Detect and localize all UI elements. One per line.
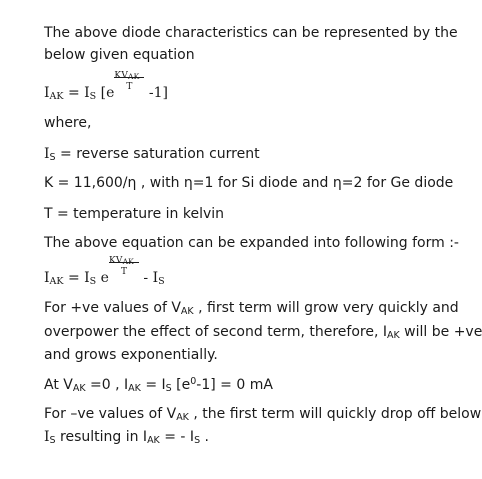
eq2-lhs-sub: AK xyxy=(49,276,64,287)
neg-f: . xyxy=(200,429,209,445)
positive-line-3: and grows exponentially. xyxy=(44,347,218,363)
eq2-exp-denominator: T xyxy=(120,267,127,277)
eq2-exp-num: KV xyxy=(108,256,123,266)
def-is-text: = reverse saturation current xyxy=(55,146,260,162)
eq2-minus-sub: S xyxy=(158,276,165,287)
neg-c-sub: S xyxy=(49,435,56,446)
eq2-exp-num-sub: AK xyxy=(122,257,134,266)
zero-c: = I xyxy=(140,377,166,393)
def-is-sym: I xyxy=(44,146,50,162)
zero-a-sub: AK xyxy=(72,383,86,394)
def-t: T = temperature in kelvin xyxy=(44,206,225,222)
intro-line-2: below given equation xyxy=(44,47,195,63)
eq2-exponent-fraction xyxy=(108,256,139,282)
eq1-exp-denominator: T xyxy=(126,82,133,92)
eq2-eq: = I xyxy=(63,270,90,286)
eq2-minus: - I xyxy=(138,270,159,286)
zero-c-sub: S xyxy=(165,383,172,394)
neg-a: For –ve values of V xyxy=(44,406,177,422)
pos-b: , first term will grow very quickly and xyxy=(193,300,459,316)
zero-e: -1] = 0 mA xyxy=(196,377,273,393)
def-is xyxy=(44,145,260,163)
eq1-exponent-fraction xyxy=(114,71,144,97)
neg-e: = - I xyxy=(159,429,195,445)
eq1-open: [e xyxy=(96,85,115,101)
eq1-eq: = I xyxy=(63,85,90,101)
eq1-exp-num-sub: AK xyxy=(128,72,140,81)
neg-b: , the first term will quickly drop off below xyxy=(188,406,482,422)
zero-condition xyxy=(44,376,273,394)
pos-c-sub: AK xyxy=(386,330,400,341)
eq1-exp-num: KV xyxy=(114,71,129,81)
zero-d: [e xyxy=(171,377,191,393)
neg-e-sub: S xyxy=(194,435,201,446)
expand-text: The above equation can be expanded into following form :- xyxy=(44,235,459,251)
eq1-is-sub: S xyxy=(89,91,97,102)
eq1-close: -1] xyxy=(144,85,168,101)
zero-d-sup: 0 xyxy=(190,376,197,387)
where-label: where, xyxy=(44,115,92,131)
pos-a: For +ve values of V xyxy=(44,300,181,316)
eq2-is-sub: S xyxy=(89,276,97,287)
neg-d: resulting in I xyxy=(55,429,148,445)
pos-d: will be +ve xyxy=(399,324,482,340)
neg-c: I xyxy=(44,429,50,445)
def-k: K = 11,600/η , with η=1 for Si diode and η=2 for Ge diode xyxy=(44,175,454,191)
negative-line-2 xyxy=(44,428,209,446)
eq2-lhs: I xyxy=(44,270,50,286)
negative-line-1 xyxy=(44,405,481,423)
pos-c: overpower the effect of second term, therefore, I xyxy=(44,324,387,340)
eq1-lhs: I xyxy=(44,85,50,101)
zero-a: At V xyxy=(44,377,73,393)
pos-a-sub: AK xyxy=(180,306,194,317)
def-is-sub: S xyxy=(49,152,56,163)
zero-b: =0 , I xyxy=(85,377,129,393)
neg-a-sub: AK xyxy=(176,412,189,423)
eq1-lhs-sub: AK xyxy=(49,91,64,102)
diode-equation xyxy=(44,71,168,102)
positive-line-1 xyxy=(44,299,459,317)
neg-d-sub: AK xyxy=(147,435,160,446)
intro-line-1: The above diode characteristics can be represented by the xyxy=(44,25,458,41)
zero-b-sub: AK xyxy=(128,383,141,394)
positive-line-2 xyxy=(44,323,482,341)
expanded-equation xyxy=(44,256,165,287)
eq2-e: e xyxy=(96,270,109,286)
